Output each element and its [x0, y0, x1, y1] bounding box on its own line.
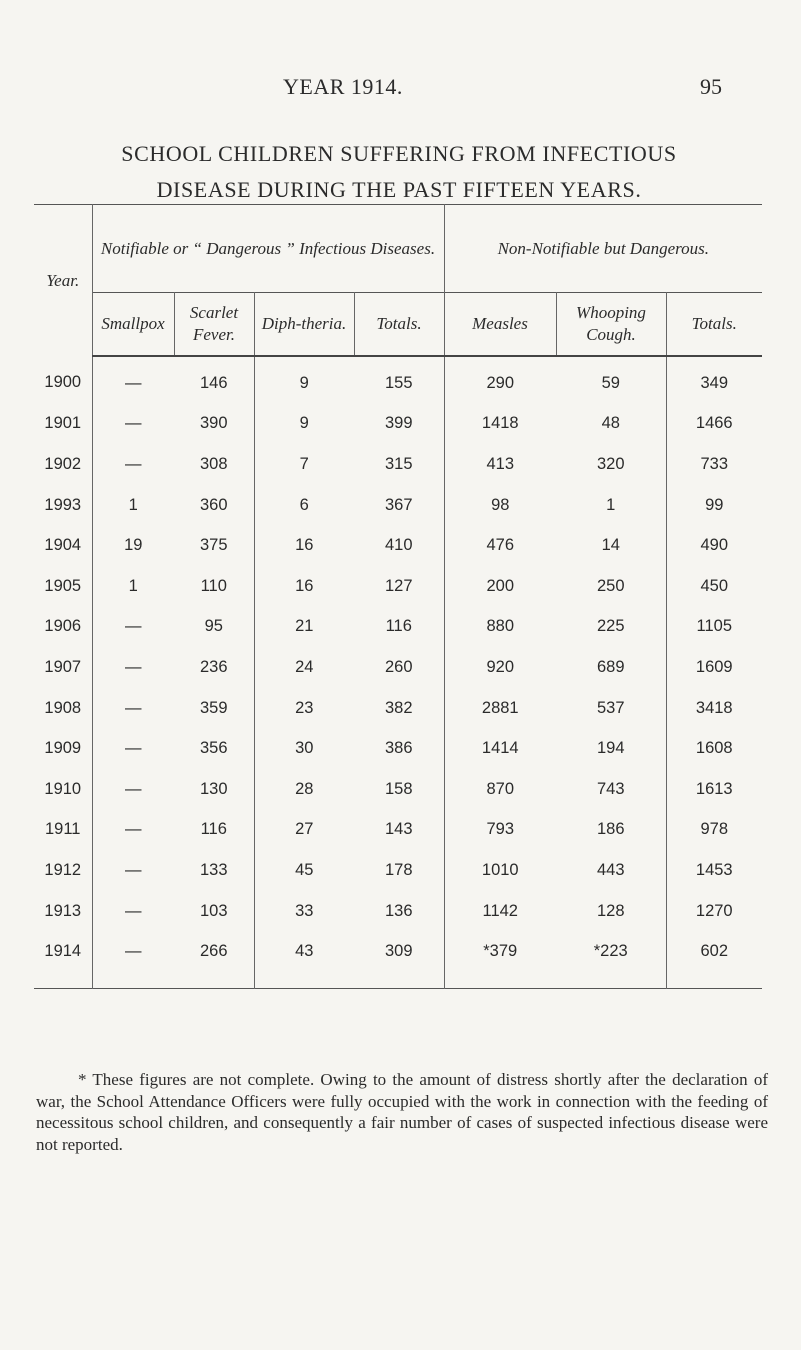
table-cell: 689 — [556, 647, 666, 688]
table-row — [34, 647, 762, 688]
table-cell: — — [125, 373, 142, 392]
table-row — [34, 607, 762, 648]
table-cell: 3418 — [695, 698, 733, 717]
table-cell: 16 — [295, 536, 314, 555]
year-cell: 1913 — [34, 891, 92, 932]
table-cell: 978 — [700, 820, 729, 839]
table-cell: 870 — [486, 779, 515, 798]
disease-table — [34, 204, 762, 989]
table-cell: 375 — [174, 525, 254, 566]
table-cell: 236 — [174, 647, 254, 688]
year-cell: 1906 — [34, 607, 92, 648]
table-cell: 1142 — [482, 901, 518, 920]
table-cell: 28 — [295, 779, 314, 798]
table-cell: 450 — [700, 576, 729, 595]
table-row — [34, 769, 762, 810]
table-cell: 1453 — [695, 860, 733, 879]
table-cell: 48 — [556, 404, 666, 445]
table-cell: 6 — [299, 495, 309, 514]
table-cell: 95 — [174, 607, 254, 648]
table-cell: 410 — [354, 525, 444, 566]
table-cell: 399 — [354, 404, 444, 445]
column-header: Whooping Cough. — [556, 293, 666, 357]
table-cell: 110 — [174, 566, 254, 607]
table-cell: 21 — [295, 617, 314, 636]
table-cell: — — [125, 414, 142, 433]
table-cell: *379 — [483, 942, 518, 961]
table-cell: 225 — [556, 607, 666, 648]
year-cell: 1907 — [34, 647, 92, 688]
table-cell: 1105 — [696, 617, 732, 636]
year-cell: 1908 — [34, 688, 92, 729]
year-cell: 1902 — [34, 444, 92, 485]
table-row — [34, 850, 762, 891]
table-cell: 602 — [700, 942, 729, 961]
table-cell: 7 — [299, 454, 309, 473]
table-cell: 178 — [354, 850, 444, 891]
table-row — [34, 931, 762, 988]
column-header: Totals. — [354, 293, 444, 357]
table-cell: — — [125, 779, 142, 798]
table-cell: 1270 — [695, 901, 733, 920]
table-cell: 260 — [354, 647, 444, 688]
table-cell: 30 — [295, 739, 314, 758]
table-cell: 1 — [556, 485, 666, 526]
table-row — [34, 444, 762, 485]
year-cell: 1910 — [34, 769, 92, 810]
year-cell: 1904 — [34, 525, 92, 566]
table-cell: 290 — [486, 373, 515, 392]
table-cell: 1613 — [695, 779, 733, 798]
year-cell: 1905 — [34, 566, 92, 607]
table-cell: 793 — [486, 820, 515, 839]
page-title — [34, 136, 764, 208]
table-cell: 116 — [174, 810, 254, 851]
title-line-2: DISEASE DURING THE PAST FIFTEEN YEARS. — [156, 177, 642, 202]
year-cell: 1900 — [34, 356, 92, 404]
table-cell: 16 — [295, 576, 314, 595]
table-cell: 133 — [174, 850, 254, 891]
table-cell: 143 — [354, 810, 444, 851]
table-cell: — — [125, 657, 142, 676]
table-cell: 194 — [556, 728, 666, 769]
table-cell: — — [125, 698, 142, 717]
table-cell: 103 — [174, 891, 254, 932]
table-cell: 14 — [556, 525, 666, 566]
table-cell: 359 — [174, 688, 254, 729]
table-cell: — — [125, 860, 142, 879]
table-cell: 200 — [486, 576, 515, 595]
table-cell: — — [125, 942, 142, 961]
table-cell: — — [125, 739, 142, 758]
table-cell: 537 — [556, 688, 666, 729]
table-cell: 1 — [128, 576, 138, 595]
table-cell: 116 — [354, 607, 444, 648]
table-cell: — — [125, 454, 142, 473]
table-cell: 1010 — [481, 860, 519, 879]
non-notifiable-group-header: Non-Notifiable but Dangerous. — [497, 238, 709, 258]
page-header — [0, 74, 801, 104]
table-cell: 360 — [174, 485, 254, 526]
table-cell: 59 — [556, 356, 666, 404]
table-row — [34, 525, 762, 566]
table-cell: 158 — [354, 769, 444, 810]
table-cell: 130 — [174, 769, 254, 810]
table-row — [34, 356, 762, 404]
table-cell: 1609 — [695, 657, 733, 676]
table-cell: 136 — [354, 891, 444, 932]
year-cell: 1914 — [34, 931, 92, 988]
table-cell: 386 — [354, 728, 444, 769]
table-cell: 2881 — [481, 698, 519, 717]
table-row — [34, 485, 762, 526]
table-cell: 98 — [491, 495, 510, 514]
table-cell: 45 — [295, 860, 314, 879]
column-header-row — [34, 293, 762, 357]
table-row — [34, 688, 762, 729]
table-cell: 1608 — [695, 739, 733, 758]
table-cell: 27 — [295, 820, 314, 839]
column-header: Scarlet Fever. — [174, 293, 254, 357]
title-line-1: SCHOOL CHILDREN SUFFERING FROM INFECTIOUS — [121, 141, 677, 166]
year-cell: 1911 — [34, 810, 92, 851]
table-cell: 320 — [556, 444, 666, 485]
notifiable-group-header: Notifiable or “ Dangerous ” Infectious Diseases. — [92, 205, 444, 293]
table-cell: 1414 — [481, 739, 519, 758]
table-cell: 186 — [556, 810, 666, 851]
table-cell: 315 — [354, 444, 444, 485]
table-cell: 23 — [295, 698, 314, 717]
column-header: Smallpox — [92, 293, 174, 357]
table-cell: 413 — [486, 454, 515, 473]
table-cell: 349 — [700, 373, 729, 392]
table-cell: *223 — [556, 931, 666, 988]
table-cell: 490 — [700, 536, 729, 555]
table-cell: 356 — [174, 728, 254, 769]
table-row — [34, 566, 762, 607]
year-column-header: Year. — [34, 205, 92, 357]
table-cell: 127 — [354, 566, 444, 607]
table-cell: 155 — [354, 356, 444, 404]
table-cell: 99 — [705, 495, 724, 514]
table-row — [34, 891, 762, 932]
table-cell: 1 — [128, 495, 138, 514]
table-cell: 146 — [174, 356, 254, 404]
table-cell: 920 — [486, 657, 515, 676]
table-cell: 33 — [295, 901, 314, 920]
table-row — [34, 810, 762, 851]
year-cell: 1901 — [34, 404, 92, 445]
table-cell: 9 — [299, 373, 309, 392]
table-cell: — — [125, 820, 142, 839]
table-cell: 733 — [700, 454, 729, 473]
table-cell: 367 — [354, 485, 444, 526]
table-cell: 9 — [299, 414, 309, 433]
table-cell: 266 — [174, 931, 254, 988]
table-cell: — — [125, 901, 142, 920]
column-header: Diph-theria. — [254, 293, 354, 357]
table-body — [34, 356, 762, 988]
table-cell: 443 — [556, 850, 666, 891]
table-cell: 476 — [486, 536, 515, 555]
table-cell: 382 — [354, 688, 444, 729]
table-cell: 1418 — [481, 414, 519, 433]
table-cell: 1466 — [695, 414, 733, 433]
table-cell: 128 — [556, 891, 666, 932]
table-cell: 308 — [174, 444, 254, 485]
year-cell: 1912 — [34, 850, 92, 891]
table-cell: — — [125, 617, 142, 636]
table-row — [34, 728, 762, 769]
table-cell: 250 — [556, 566, 666, 607]
table-cell: 743 — [556, 769, 666, 810]
table-cell: 24 — [295, 657, 314, 676]
table-cell: 309 — [354, 931, 444, 988]
table-cell: 43 — [295, 942, 314, 961]
year-cell: 1993 — [34, 485, 92, 526]
table-cell: 390 — [174, 404, 254, 445]
footnote: * These figures are not complete. Owing to the amount of distress shortly after the declaration of war, the School Attendance Officers were fully occupied with the work in connection with the feeding of necessitous school children, and consequently a fair number of cases of suspected infectious disease were not reported. — [36, 1070, 768, 1154]
table-cell: 19 — [124, 536, 143, 555]
running-title: YEAR 1914. — [283, 74, 403, 99]
column-header: Measles — [444, 293, 556, 357]
table-cell: 880 — [486, 617, 515, 636]
year-cell: 1909 — [34, 728, 92, 769]
table-row — [34, 404, 762, 445]
page-number: 95 — [700, 74, 722, 99]
column-header: Totals. — [666, 293, 762, 357]
